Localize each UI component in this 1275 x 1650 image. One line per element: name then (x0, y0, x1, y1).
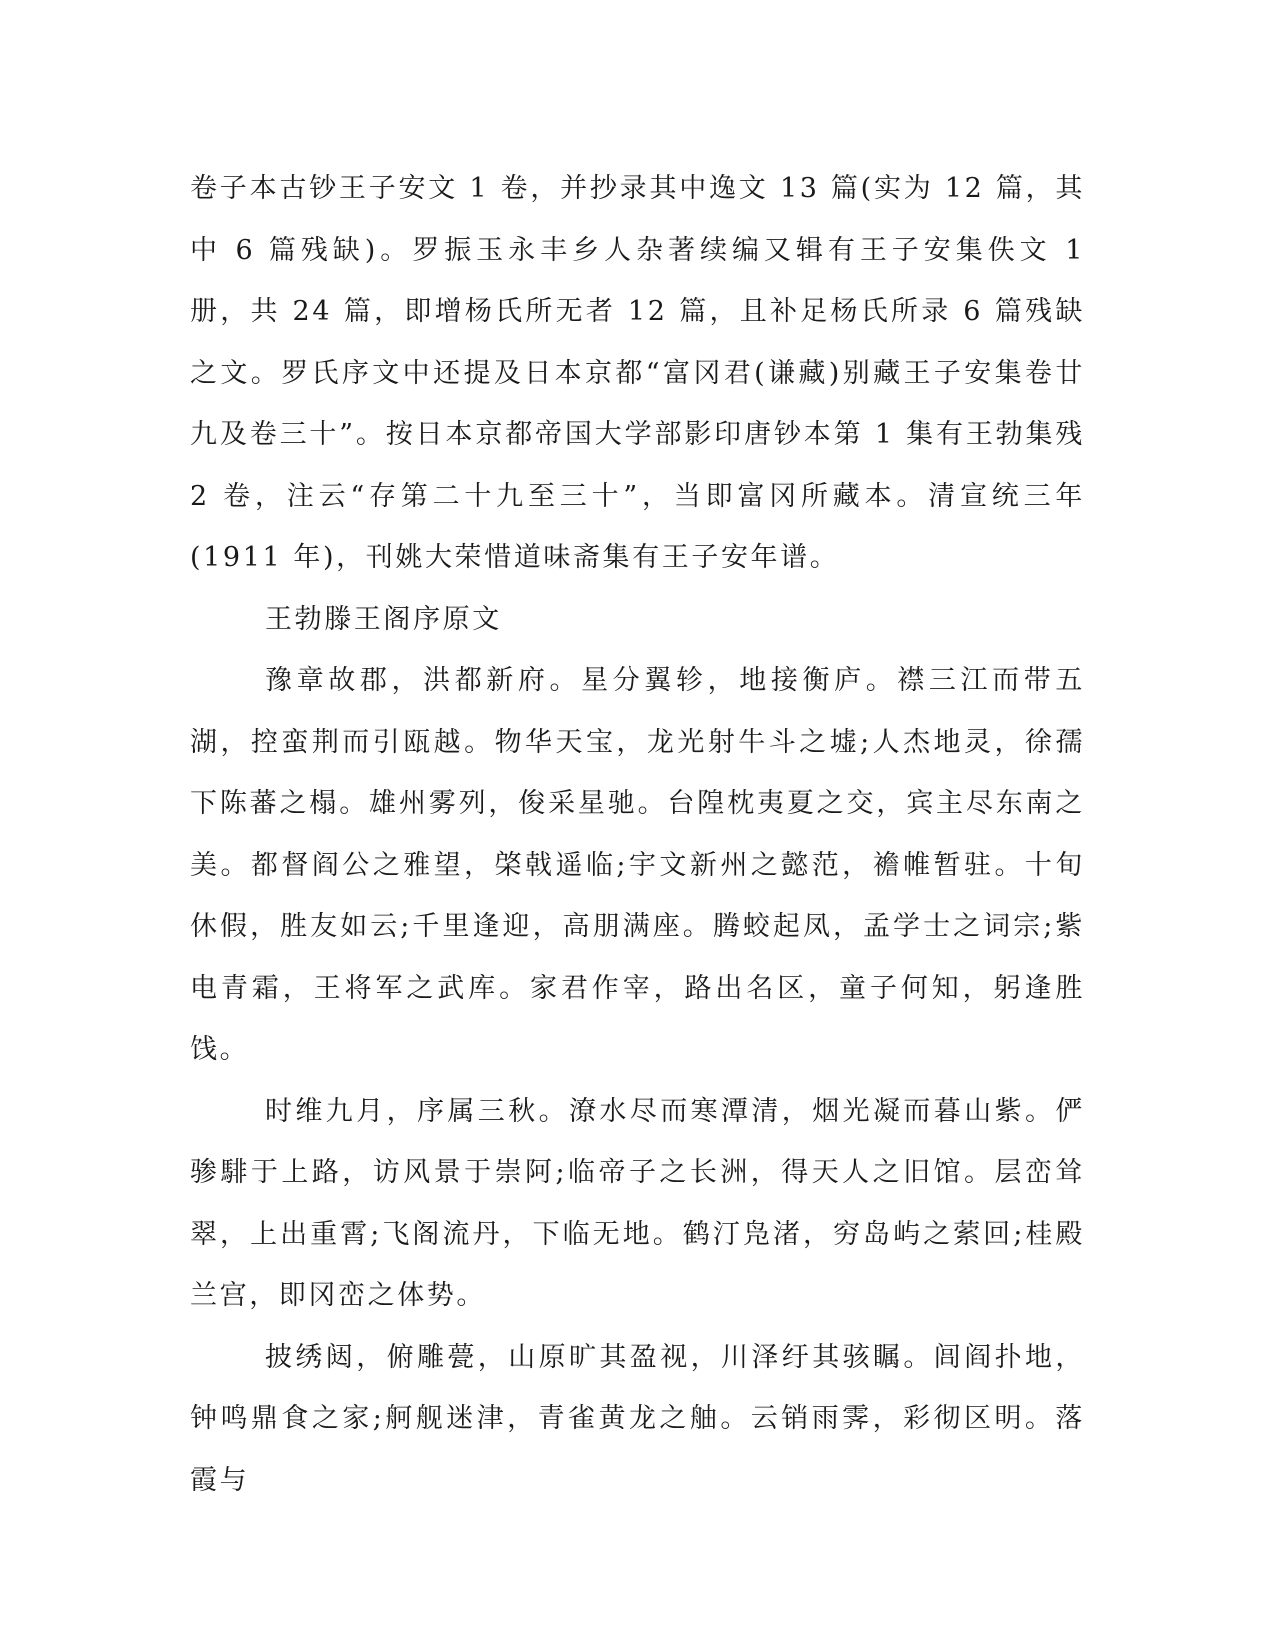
section-title: 王勃滕王阁序原文 (265, 603, 502, 635)
paragraph-preface-2: 时维九月，序属三秋。潦水尽而寒潭清，烟光凝而暮山紫。俨骖騑于上路，访风景于崇阿;临帝子之长洲，得天人之旧馆。层峦耸翠，上出重霄;飞阁流丹，下临无地。鹤汀凫渚，穷岛屿之萦回;桂殿兰宫，即冈峦之体势。 (190, 1095, 1085, 1311)
paragraph-preface-3: 披绣闼，俯雕甍，山原旷其盈视，川泽纡其骇瞩。闾阎扑地，钟鸣鼎食之家;舸舰迷津，青雀黄龙之舳。云销雨霁，彩彻区明。落霞与 (190, 1341, 1085, 1496)
document-body (190, 158, 1085, 1511)
paragraph-preface-1: 豫章故郡，洪都新府。星分翼轸，地接衡庐。襟三江而带五湖，控蛮荆而引瓯越。物华天宝，龙光射牛斗之墟;人杰地灵，徐孺下陈蕃之榻。雄州雾列，俊采星驰。台隍枕夷夏之交，宾主尽东南之美。都督阎公之雅望，棨戟遥临;宇文新州之懿范，襜帷暂驻。十旬休假，胜友如云;千里逢迎，高朋满座。腾蛟起凤，孟学士之词宗;紫电青霜，王将军之武库。家君作宰，路出名区，童子何知，躬逢胜饯。 (190, 665, 1085, 1065)
paragraph-continuation: 卷子本古钞王子安文 1 卷，并抄录其中逸文 13 篇(实为 12 篇，其中 6 篇残缺)。罗振玉永丰乡人杂著续编又辑有王子安集佚文 1 册，共 24 篇，即增杨氏所无者 12 篇，且补足杨氏所录 6 篇残缺之文。罗氏序文中还提及日本京都“富冈君(谦藏)别藏王子安集卷廿九及卷三十”。按日本京都帝国大学部影印唐钞本第 1 集有王勃集残 2 卷，注云“存第二十九至三十”，当即富冈所藏本。清宣统三年(1911 年)，刊姚大荣惜道味斋集有王子安年谱。 (190, 173, 1085, 573)
